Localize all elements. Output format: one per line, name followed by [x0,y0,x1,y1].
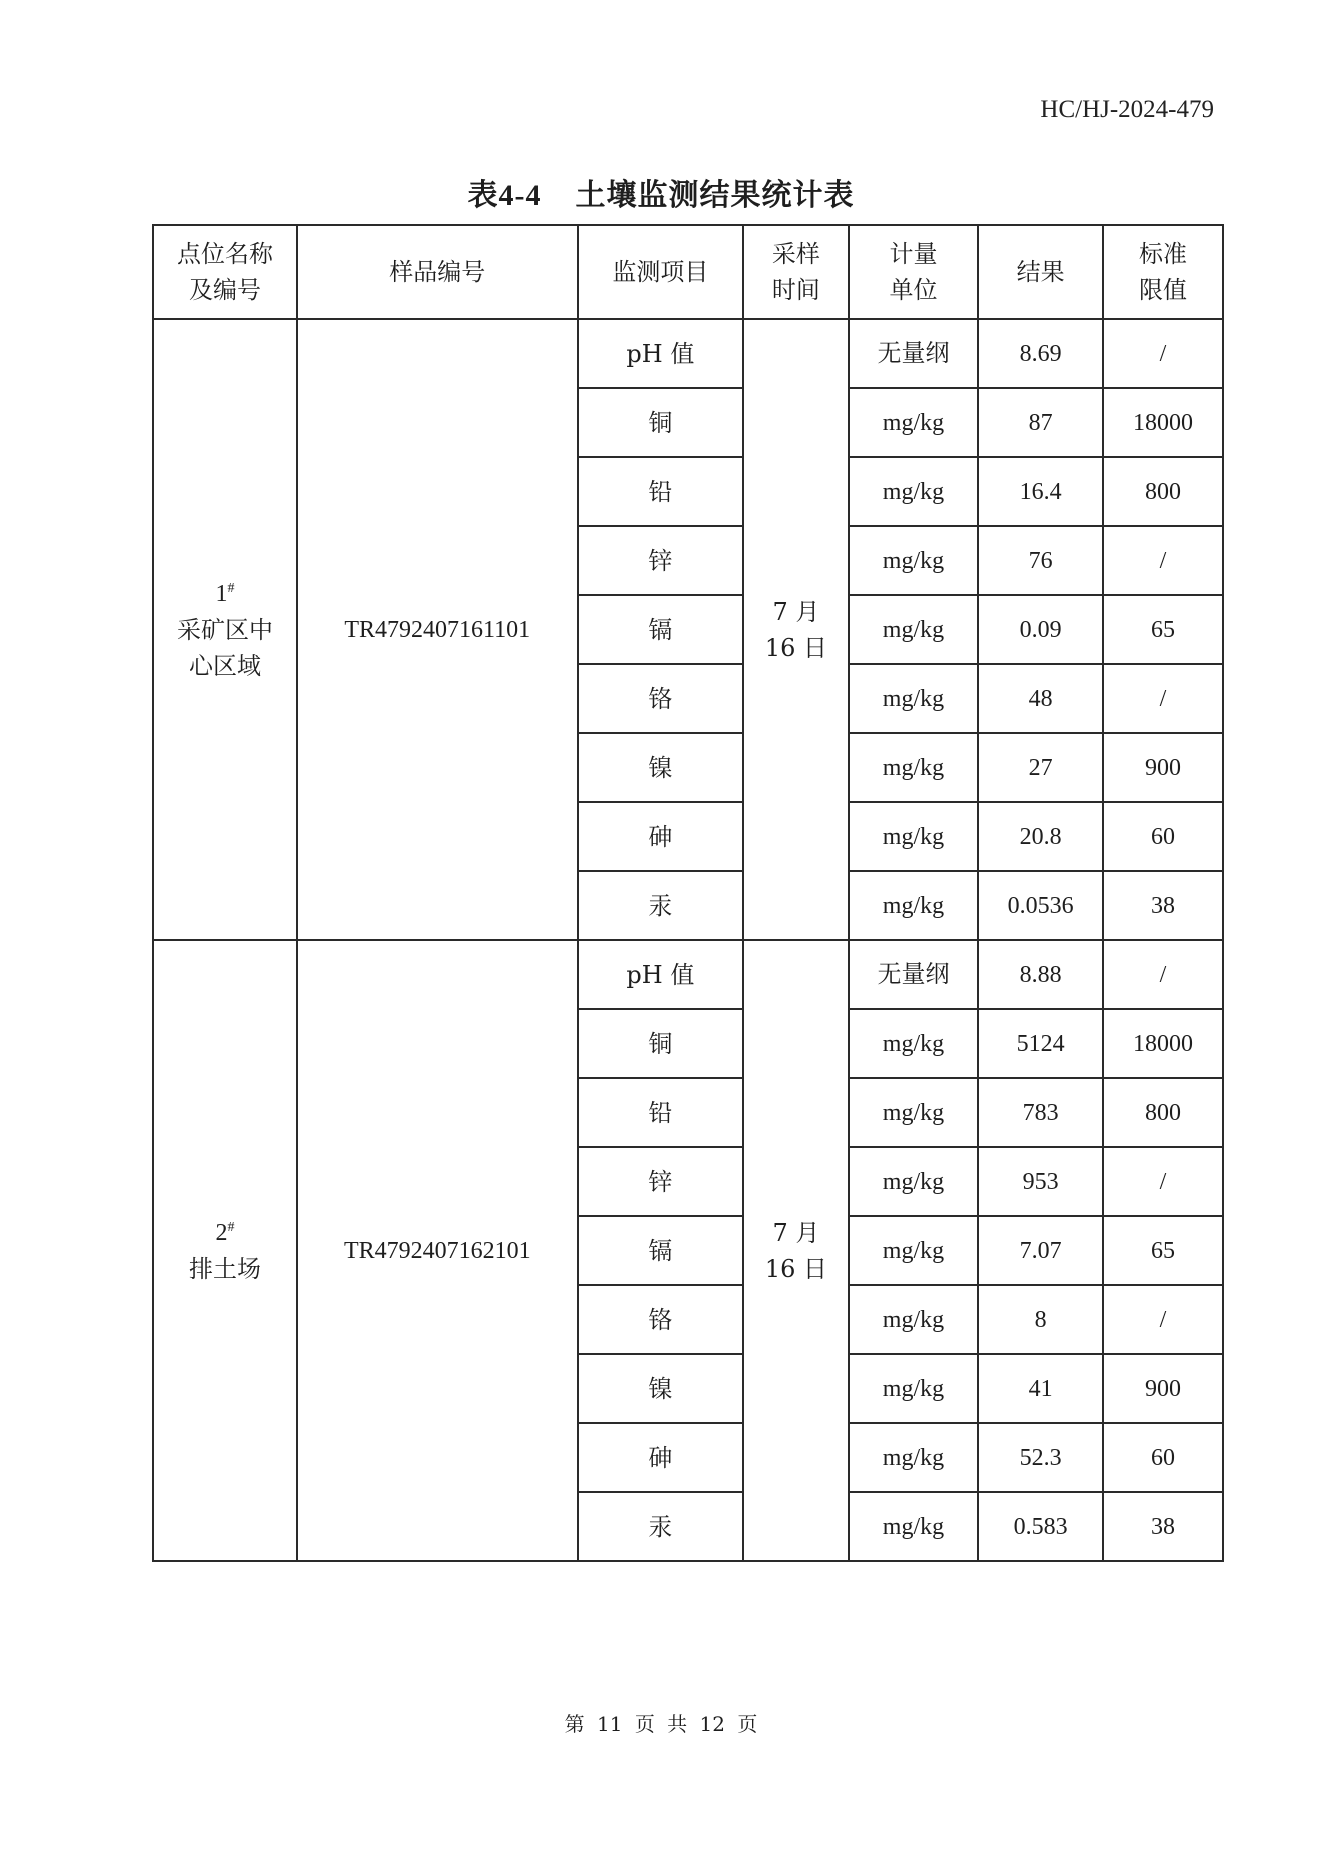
result-cell: 76 [978,526,1103,595]
result-cell: 7.07 [978,1216,1103,1285]
item-cell: pH 值 [578,319,744,388]
limit-cell: / [1103,940,1223,1009]
document-id: HC/HJ-2024-479 [1040,96,1214,123]
table-caption: 土壤监测结果统计表 [575,178,855,213]
item-cell: 铬 [578,664,744,733]
unit-cell: mg/kg [849,802,979,871]
limit-cell: 900 [1103,733,1223,802]
result-cell: 52.3 [978,1423,1103,1492]
limit-cell: 900 [1103,1354,1223,1423]
table-row [153,319,1223,388]
unit-cell: 无量纲 [849,319,979,388]
header-item: 监测项目 [578,225,744,319]
item-cell: 锌 [578,1147,744,1216]
item-cell: 砷 [578,802,744,871]
result-cell: 8.69 [978,319,1103,388]
limit-cell: 18000 [1103,1009,1223,1078]
item-cell: 镍 [578,1354,744,1423]
unit-cell: mg/kg [849,1147,979,1216]
header-limit: 标准 限值 [1103,225,1223,319]
item-cell: 汞 [578,871,744,940]
site-cell: 1# 采矿区中 心区域 [153,319,297,940]
unit-cell: mg/kg [849,1285,979,1354]
unit-cell: 无量纲 [849,940,979,1009]
item-cell: 铅 [578,457,744,526]
table-number: 表4-4 [467,179,542,212]
unit-cell: mg/kg [849,388,979,457]
result-cell: 953 [978,1147,1103,1216]
limit-cell: 60 [1103,1423,1223,1492]
limit-cell: 800 [1103,457,1223,526]
limit-cell: 800 [1103,1078,1223,1147]
header-unit: 计量 单位 [849,225,979,319]
limit-cell: 65 [1103,595,1223,664]
unit-cell: mg/kg [849,457,979,526]
limit-cell: 38 [1103,871,1223,940]
header-site: 点位名称 及编号 [153,225,297,319]
result-cell: 27 [978,733,1103,802]
limit-cell: / [1103,526,1223,595]
unit-cell: mg/kg [849,871,979,940]
sample-id-cell: TR4792407162101 [297,940,578,1561]
item-cell: 镉 [578,1216,744,1285]
item-cell: 铜 [578,1009,744,1078]
result-cell: 16.4 [978,457,1103,526]
unit-cell: mg/kg [849,1354,979,1423]
sampling-date-cell: 7 月 16 日 [743,319,849,940]
limit-cell: 65 [1103,1216,1223,1285]
result-cell: 0.583 [978,1492,1103,1561]
header-row [153,225,1223,319]
item-cell: 铜 [578,388,744,457]
result-cell: 0.09 [978,595,1103,664]
limit-cell: / [1103,1147,1223,1216]
result-cell: 8.88 [978,940,1103,1009]
item-cell: 汞 [578,1492,744,1561]
limit-cell: / [1103,319,1223,388]
item-cell: 砷 [578,1423,744,1492]
result-cell: 0.0536 [978,871,1103,940]
soil-results-table [152,224,1224,1562]
unit-cell: mg/kg [849,1216,979,1285]
item-cell: 镉 [578,595,744,664]
unit-cell: mg/kg [849,664,979,733]
item-cell: 镍 [578,733,744,802]
site-cell: 2# 排土场 [153,940,297,1561]
result-cell: 48 [978,664,1103,733]
sample-id-cell: TR4792407161101 [297,319,578,940]
limit-cell: 18000 [1103,388,1223,457]
result-cell: 8 [978,1285,1103,1354]
table-row [153,940,1223,1009]
page-footer: 第 11 页 共 12 页 [564,1712,758,1736]
sampling-date-cell: 7 月 16 日 [743,940,849,1561]
unit-cell: mg/kg [849,595,979,664]
header-sampling-time: 采样 时间 [743,225,849,319]
table-body [153,319,1223,1561]
table-title [0,170,1322,214]
item-cell: pH 值 [578,940,744,1009]
limit-cell: 60 [1103,802,1223,871]
item-cell: 铬 [578,1285,744,1354]
item-cell: 锌 [578,526,744,595]
unit-cell: mg/kg [849,1078,979,1147]
result-cell: 87 [978,388,1103,457]
unit-cell: mg/kg [849,733,979,802]
unit-cell: mg/kg [849,1009,979,1078]
limit-cell: / [1103,1285,1223,1354]
header-result: 结果 [978,225,1103,319]
unit-cell: mg/kg [849,1492,979,1561]
result-cell: 783 [978,1078,1103,1147]
result-cell: 5124 [978,1009,1103,1078]
unit-cell: mg/kg [849,1423,979,1492]
result-cell: 41 [978,1354,1103,1423]
header-sample-id: 样品编号 [297,225,578,319]
unit-cell: mg/kg [849,526,979,595]
limit-cell: / [1103,664,1223,733]
result-cell: 20.8 [978,802,1103,871]
limit-cell: 38 [1103,1492,1223,1561]
item-cell: 铅 [578,1078,744,1147]
